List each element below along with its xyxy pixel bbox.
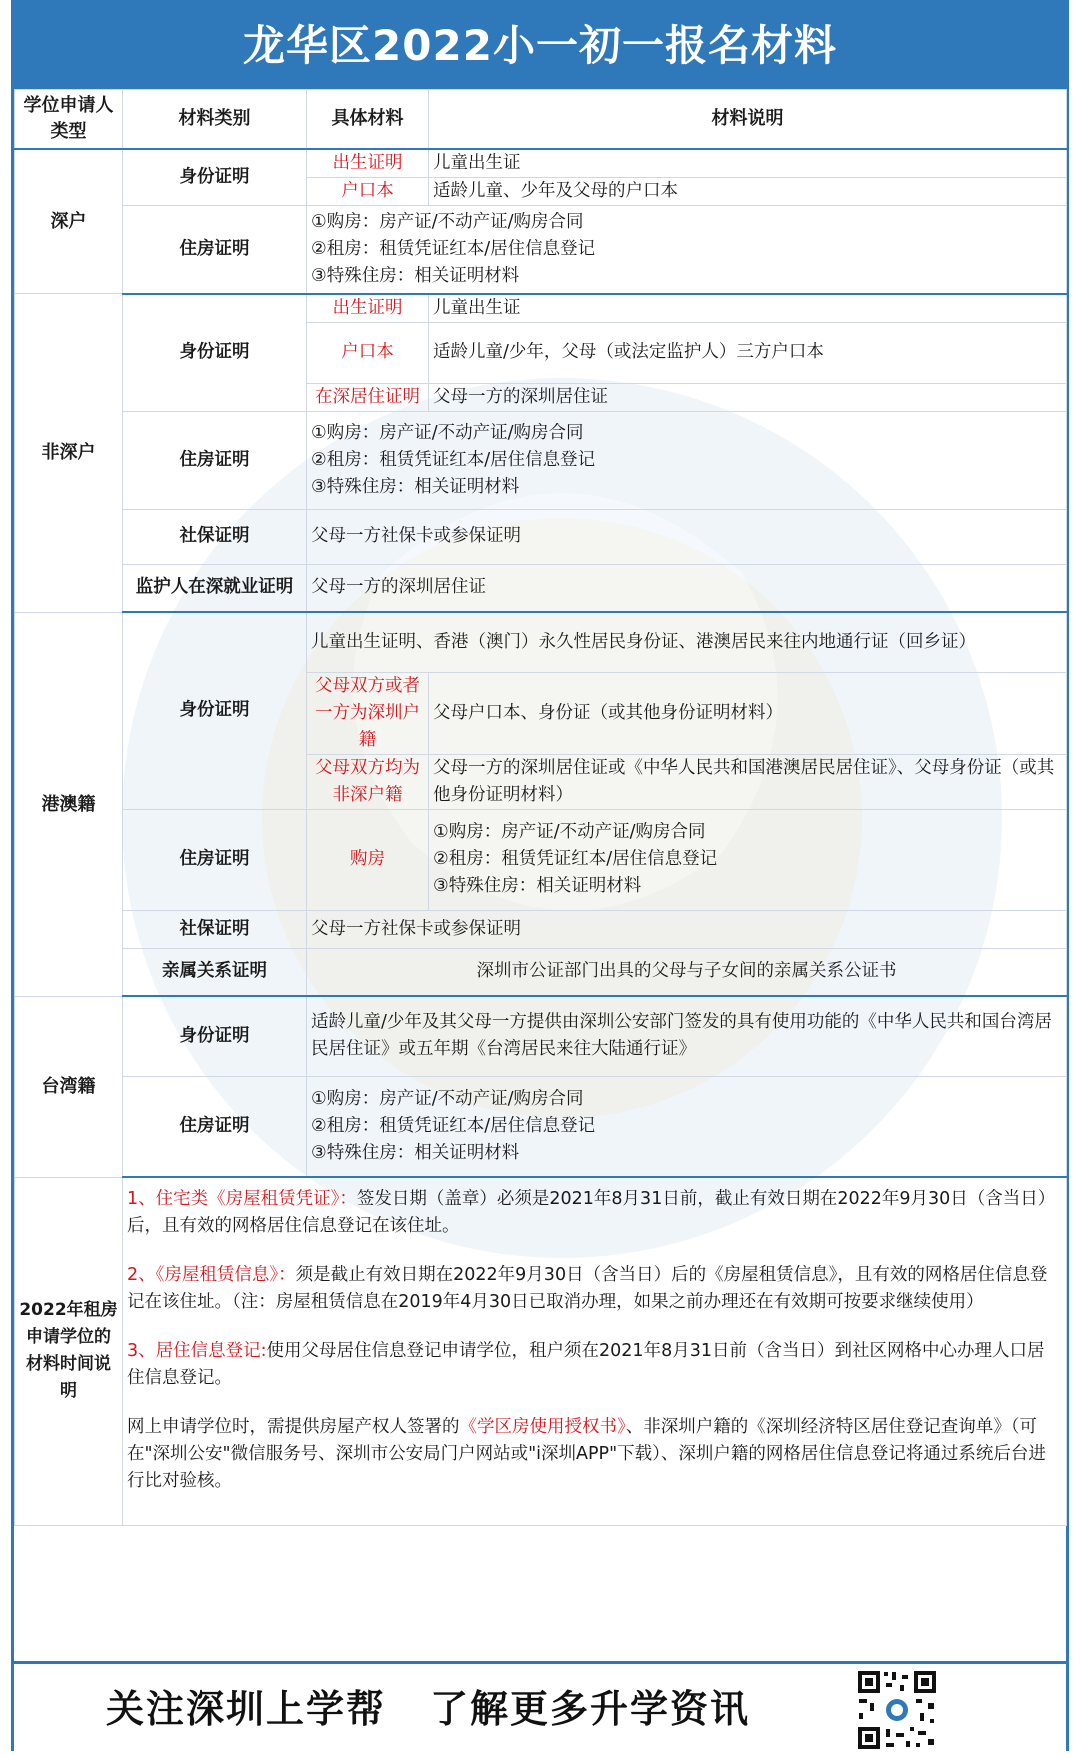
desc-housing: [307, 411, 1067, 509]
slogan-follow: 关注深圳上学帮: [106, 1687, 387, 1731]
materials-table: [14, 89, 1067, 1526]
desc-kinship: 深圳市公证部门出具的父母与子女间的亲属关系公证书: [307, 948, 1067, 996]
category-id: 身份证明: [123, 612, 307, 809]
note-4: [127, 1414, 1060, 1495]
material-birth: 出生证明: [307, 149, 429, 178]
material-residence: 在深居住证明: [307, 383, 429, 411]
footer-banner: [14, 1661, 1066, 1754]
housing-line: ①购房：房产证/不动产证/购房合同: [311, 211, 584, 232]
note-1-head: 1、住宅类《房屋租赁凭证》：: [127, 1189, 357, 1209]
desc-birth: 儿童出生证: [429, 294, 1067, 323]
category-id: 身份证明: [123, 996, 307, 1076]
note-2: [127, 1262, 1060, 1316]
desc-housing: [429, 809, 1067, 910]
note-4-b: 、非深圳户籍的《深圳经济特区居住登记查询单》（可在"深圳公安"微信服务号、深圳市公安局门户网站或"i深圳APP"下载）、深圳户籍的网格居住信息登记将通过系统后台进行比对验核。: [127, 1417, 1046, 1491]
category-housing: 住房证明: [123, 809, 307, 910]
desc-id: 适龄儿童/少年及其父母一方提供由深圳公安部门签发的具有使用功能的《中华人民共和国台湾居民居住证》或五年期《台湾居民来往大陆通行证》: [307, 996, 1067, 1076]
qr-code-icon[interactable]: [856, 1669, 938, 1751]
note-1-body: 签发日期（盖章）必须是2021年8月31日前，截止有效日期在2022年9月30日（含当日）后，且有效的网格居住信息登记在该住址。: [127, 1189, 1056, 1236]
material-parents-non: 父母双方均为非深户籍: [307, 754, 429, 809]
housing-line: ②租房：租赁凭证红本/居住信息登记: [311, 1115, 596, 1136]
header-specific: 具体材料: [307, 90, 429, 150]
table-row: [15, 564, 1067, 612]
category-guardian: 监护人在深就业证明: [123, 564, 307, 612]
desc-parents-sz: 父母户口本、身份证（或其他身份证明材料）: [429, 672, 1067, 754]
note-4-a: 网上申请学位时，需提供房屋产权人签署的: [127, 1417, 460, 1437]
table-row: [15, 1076, 1067, 1177]
note-4-red: 《学区房使用授权书》: [459, 1417, 626, 1437]
notes-label: 2022年租房申请学位的材料时间说明: [15, 1177, 123, 1525]
group-shenhu: 深户: [15, 149, 123, 294]
table-row: [15, 612, 1067, 672]
note-3-head: 3、居住信息登记:: [127, 1341, 267, 1361]
note-3-body: 使用父母居住信息登记申请学位，租户须在2021年8月31日前（含当日）到社区网格中心办理人口居住信息登记。: [127, 1341, 1045, 1388]
table-row: [15, 411, 1067, 509]
housing-line: ③特殊住房：相关证明材料: [433, 876, 642, 896]
table-row: [15, 206, 1067, 294]
header-description: 材料说明: [429, 90, 1067, 150]
note-1: [127, 1186, 1060, 1240]
table-row: [15, 948, 1067, 996]
table-header-row: [15, 90, 1067, 150]
category-kinship: 亲属关系证明: [123, 948, 307, 996]
housing-line: ①购房：房产证/不动产证/购房合同: [311, 422, 584, 443]
material-hukou: 户口本: [307, 322, 429, 383]
note-2-head: 2、《房屋租赁信息》：: [127, 1265, 296, 1285]
desc-housing: [307, 206, 1067, 294]
footer-slogan: [106, 1678, 750, 1733]
table-row: [15, 809, 1067, 910]
housing-line: ③特殊住房：相关证明材料: [311, 476, 520, 497]
housing-line: ③特殊住房：相关证明材料: [311, 265, 520, 286]
category-social: 社保证明: [123, 509, 307, 564]
desc-hukou: 适龄儿童、少年及父母的户口本: [429, 178, 1067, 206]
group-taiwan: 台湾籍: [15, 996, 123, 1177]
housing-line: ①购房：房产证/不动产证/购房合同: [311, 1088, 584, 1109]
table-row: [15, 294, 1067, 323]
desc-hukou: 适龄儿童/少年，父母（或法定监护人）三方户口本: [429, 322, 1067, 383]
housing-line: ②租房：租赁凭证红本/居住信息登记: [311, 238, 596, 259]
desc-id-documents: 儿童出生证明、香港（澳门）永久性居民身份证、港澳居民来往内地通行证（回乡证）: [307, 612, 1067, 672]
category-social: 社保证明: [123, 910, 307, 948]
desc-housing: [307, 1076, 1067, 1177]
group-gangao: 港澳籍: [15, 612, 123, 996]
category-id: 身份证明: [123, 149, 307, 206]
material-parents-sz: 父母双方或者一方为深圳户籍: [307, 672, 429, 754]
group-feishenhu: 非深户: [15, 294, 123, 613]
desc-guardian: 父母一方的深圳居住证: [307, 564, 1067, 612]
table-row: [15, 910, 1067, 948]
note-3: [127, 1338, 1060, 1392]
material-birth: 出生证明: [307, 294, 429, 323]
housing-line: ②租房：租赁凭证红本/居住信息登记: [311, 449, 596, 470]
desc-social: 父母一方社保卡或参保证明: [307, 910, 1067, 948]
desc-parents-non: 父母一方的深圳居住证或《中华人民共和国港澳居民居住证》、父母身份证（或其他身份证明材料）: [429, 754, 1067, 809]
note-2-body: 须是截止有效日期在2022年9月30日（含当日）后的《房屋租赁信息》，且有效的网格居住信息登记在该住址。（注：房屋租赁信息在2019年4月30日已取消办理，如果之前办理还在有效期可按要求继续使用）: [127, 1265, 1048, 1312]
notes-content: [123, 1177, 1067, 1525]
table-row: [15, 149, 1067, 178]
category-id: 身份证明: [123, 294, 307, 412]
desc-social: 父母一方社保卡或参保证明: [307, 509, 1067, 564]
table-row: [15, 996, 1067, 1076]
category-housing: 住房证明: [123, 1076, 307, 1177]
page-title: 龙华区2022小一初一报名材料: [14, 3, 1066, 89]
header-category: 材料类别: [123, 90, 307, 150]
material-hukou: 户口本: [307, 178, 429, 206]
housing-line: ①购房：房产证/不动产证/购房合同: [433, 822, 706, 842]
notes-row: [15, 1177, 1067, 1525]
header-applicant-type: 学位申请人类型: [15, 90, 123, 150]
material-purchase: 购房: [307, 809, 429, 910]
housing-line: ②租房：租赁凭证红本/居住信息登记: [433, 849, 718, 869]
desc-birth: 儿童出生证: [429, 149, 1067, 178]
slogan-learn-more: 了解更多升学资讯: [430, 1687, 751, 1731]
category-housing: 住房证明: [123, 411, 307, 509]
housing-line: ③特殊住房：相关证明材料: [311, 1142, 520, 1163]
category-housing: 住房证明: [123, 206, 307, 294]
poster-frame: [11, 0, 1069, 1751]
desc-residence: 父母一方的深圳居住证: [429, 383, 1067, 411]
table-row: [15, 509, 1067, 564]
